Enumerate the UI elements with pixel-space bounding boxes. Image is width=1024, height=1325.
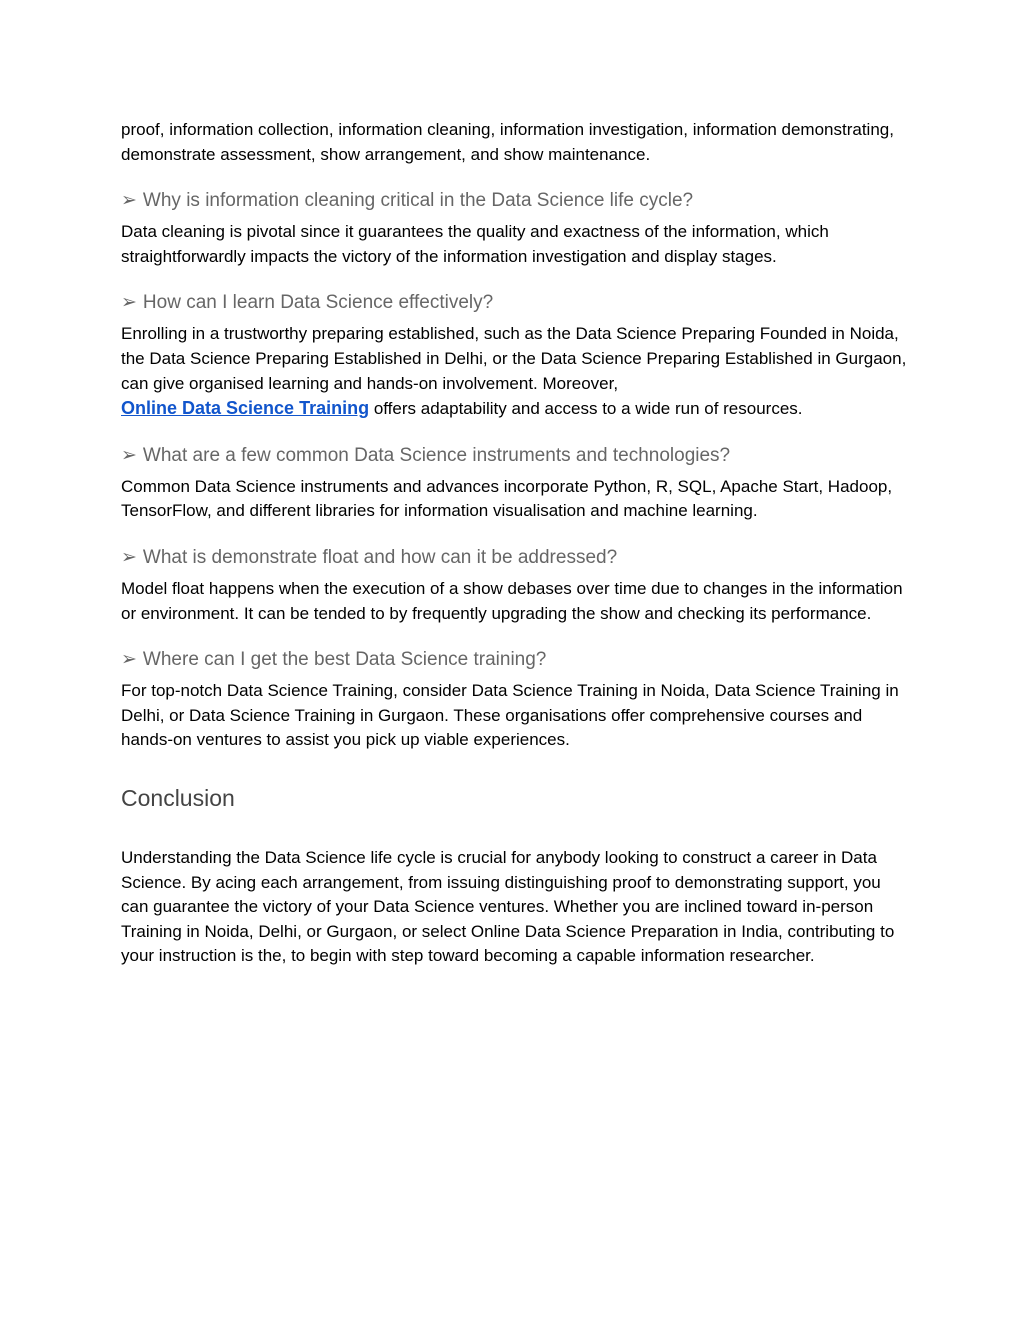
faq-question	[121, 648, 911, 672]
faq-question-text: How can I learn Data Science effectively?	[142, 292, 494, 314]
faq-question-text: Why is information cleaning critical in the Data Science life cycle?	[142, 190, 694, 212]
faq-question-text: Where can I get the best Data Science training?	[142, 649, 547, 671]
intro-paragraph: proof, information collection, information cleaning, information investigation, information demonstrating, demonstrate assessment, show arrangement, and show maintenance.	[121, 120, 894, 164]
faq-answer: Common Data Science instruments and advances incorporate Python, R, SQL, Apache Start, Hadoop, TensorFlow, and different libraries for information visualisation and machine learning.	[121, 476, 893, 521]
faq-answer: Data cleaning is pivotal since it guarantees the quality and exactness of the information, which straightforwardly impacts the victory of the information investigation and display stages.	[121, 222, 829, 266]
arrow-bullet-icon: ➢	[121, 190, 137, 212]
faq-question	[121, 291, 911, 315]
faq-answer: Model float happens when the execution of a show debases over time due to changes in the information or environment. It can be tended to by frequently upgrading the show and checking its performance.	[121, 578, 903, 623]
arrow-bullet-icon: ➢	[121, 546, 137, 568]
faq-answer: For top-notch Data Science Training, consider Data Science Training in Noida, Data Science Training in Delhi, or Data Science Training in Gurgaon. These organisations offer comprehensive courses and hands-on ventures to assist you pick up viable experiences.	[121, 681, 899, 750]
faq-question-text: What is demonstrate float and how can it be addressed?	[142, 546, 618, 568]
arrow-bullet-icon: ➢	[121, 649, 137, 671]
conclusion-paragraph: Understanding the Data Science life cycle is crucial for anybody looking to construct a career in Data Science. By acing each arrangement, from issuing distinguishing proof to demonstrating support, you can guarantee the victory of your Data Science ventures. Whether you are inclined toward in-person Training in Noida, Delhi, or Gurgaon, or select Online Data Science Preparation in India, contributing to your instruction is the, to begin with step toward becoming a capable information researcher.	[121, 847, 895, 966]
faq-item	[121, 546, 911, 626]
faq-answer-text: offers adaptability and access to a wide run of resources.	[373, 399, 803, 419]
faq-question	[121, 444, 911, 468]
faq-item	[121, 189, 911, 269]
faq-question	[121, 189, 911, 213]
faq-item	[121, 648, 911, 753]
arrow-bullet-icon: ➢	[121, 292, 137, 314]
faq-question-text: What are a few common Data Science instruments and technologies?	[142, 444, 731, 466]
faq-item	[121, 444, 911, 524]
faq-question	[121, 546, 911, 570]
faq-answer	[121, 322, 911, 421]
conclusion-heading: Conclusion	[121, 784, 235, 811]
faq-answer-text: Enrolling in a trustworthy preparing established, such as the Data Science Preparing Founded in Noida, the Data Science Preparing Established in Delhi, or the Data Science Preparing Established in Gurgaon, can give organised learning and hands-on involvement. Moreover,	[121, 324, 907, 393]
document-page	[121, 118, 911, 969]
faq-item	[121, 291, 911, 421]
arrow-bullet-icon: ➢	[121, 444, 137, 466]
online-training-link[interactable]: Online Data Science Training	[121, 398, 370, 419]
